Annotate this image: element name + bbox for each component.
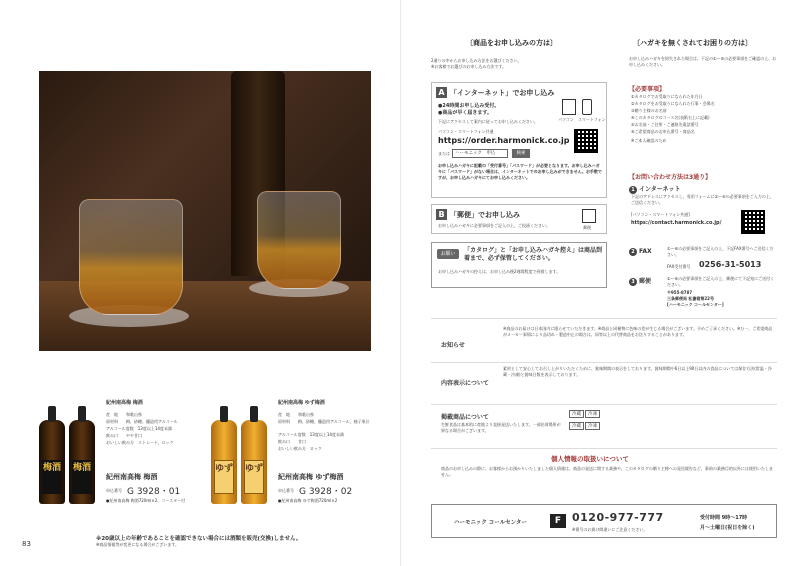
mailbox-icon: [582, 209, 596, 223]
no-card-intro: お申し込みハガキを紛失された場合は、下記の①～⑤の必要事項をご確認の上、お申し込みください。: [629, 56, 777, 67]
hours-sub: 月～土曜日(祝日を除く): [700, 525, 755, 531]
contact-url-link[interactable]: https://contact.harmonick.co.jp/: [631, 220, 722, 226]
refrigerated-tag: 冷蔵: [569, 410, 584, 418]
phone-note: ※番号のお掛け間違いにご注意ください。: [572, 527, 648, 532]
order-header: 〔商品をお申し込みの方は〕: [466, 39, 557, 47]
contact-desc: ①～⑥の必要事項をご記入の上、下記FAX番号へご送信ください。: [667, 246, 774, 257]
required-item: ①カタログでお受取りになられた年月日: [631, 94, 703, 99]
divider: [431, 362, 777, 363]
glass-image: [257, 191, 341, 289]
request-text: 「カタログ」と「お申し込みハガキ控え」は商品到着まで、必ず保管してください。: [464, 247, 603, 262]
listing-label: 掲載商品について: [441, 414, 489, 421]
product-name: 紀州南高梅 梅酒: [106, 473, 158, 481]
contact-number: 2: [629, 248, 637, 256]
internet-bullet: ●24時間お申し込み受付。: [438, 103, 500, 109]
postal-desc: お申し込みハガキに必要事項をご記入の上、ご投函ください。: [438, 223, 550, 228]
required-item: ④このカタログのコース名(表紙右上に記載): [631, 115, 710, 120]
qr-code-image: [741, 210, 765, 234]
code-label: 申込番号: [106, 488, 122, 493]
product-note: ●紀州南高梅 梅酒720ml×2、コースター付: [106, 498, 186, 503]
order-intro-sub: ※お客様でお選びのお申し込み方法です。: [431, 64, 507, 69]
required-item: ⑥ご希望商品のお申込番号・商品名: [631, 129, 695, 134]
internet-order-title: 「インターネット」でお申し込み: [450, 89, 555, 97]
listing-text: 生鮮食品は基本的に産地より直接発送いたします。一部出荷場所が異なる場合がございます。: [441, 422, 561, 433]
contact-method: インターネット: [639, 186, 681, 193]
spec-line: 飲み口 甘口: [278, 439, 306, 444]
divider: [431, 448, 777, 449]
code-label: 申込番号: [278, 488, 294, 493]
spec-line: アルコール度数 13度以上14度未満: [106, 426, 172, 431]
page-number: 83: [22, 540, 31, 548]
bottle-image: [211, 420, 237, 504]
required-item: ②カタログをお受取りになられた行事・会場名: [631, 101, 715, 106]
no-card-header: 〔ハガキを無くされてお困りの方は〕: [633, 39, 752, 47]
spec-line: 原材料 梅、砂糖、醸造用アルコール: [106, 419, 178, 424]
address-line: 〒955-8787: [667, 290, 693, 295]
required-title: 【必要事項】: [629, 86, 666, 93]
glass-image: [79, 199, 183, 315]
internet-order-box: [431, 82, 607, 198]
hero-photo: [39, 71, 371, 351]
request-box: [431, 242, 607, 288]
hours: 受付時間 9時～17時: [700, 515, 748, 521]
bottle-label: 梅酒: [72, 463, 91, 473]
spec-line: 飲み口 やや甘口: [106, 433, 142, 438]
bottle-image: [39, 420, 65, 504]
postal-order-box: [431, 204, 607, 234]
required-note: ※ご本人確認のため: [631, 138, 667, 143]
divider: [431, 318, 777, 319]
callcenter-label: ハーモニック コールセンター: [454, 520, 527, 526]
privacy-text: 商品のお申し込みの際に、お客様からお預かりいたしました個人情報は、商品の発送に関する業務や、このカタログの贈り主様への発送報告など、事前の業務目的以外には使用いたしません。: [441, 466, 773, 477]
product-title: 紀州南高梅 ゆず梅酒: [278, 400, 325, 406]
spec-line: おいしい飲み方 ロック: [278, 446, 322, 451]
refrigerated-tag: 冷蔵: [569, 422, 584, 430]
frozen-tag: 冷凍: [585, 422, 600, 430]
product-code: G 3928・02: [299, 487, 353, 497]
internet-bullet: ●商品が早く届きます。: [438, 110, 492, 116]
address-line: [ハーモニック コールセンター]: [667, 302, 724, 307]
spec-line: 産 地 和歌山県: [278, 412, 314, 417]
option-a-badge: A: [436, 87, 447, 98]
contact-method: FAX: [639, 248, 652, 255]
spec-line: おいしい飲み方 ストレート、ロック: [106, 440, 174, 445]
address-line: 三条郵便局 私書箱第22号: [667, 296, 714, 301]
notice-text: ※商品のお届けは日本国内に限らせていただきます。※商品と同梱物に色味の差が生じる場合がございます。予めご了承ください。※万一、ご希望商品がメーカー事情により品切れ・製造中止の場合は、同等以上の代替商品をお送りすることがあります。: [503, 326, 773, 337]
age-notice: ※20歳以上の年齢であることを確認できない場合には酒類を販売(交換)しません。: [96, 536, 302, 542]
content-text: 素材として安心してお召し上がりいただくために、賞味期間の表示をしております。賞味期間や6日以上90日以内の食品については保存方法(常温・冷蔵・冷凍)と賞味日数を表示しております。: [503, 366, 772, 377]
search-button[interactable]: 検索: [512, 149, 530, 158]
spec-line: 産 地 和歌山県: [106, 412, 142, 417]
smartphone-icon: [582, 99, 592, 115]
contact-pc-label: [パソコン・スマートフォン共通]: [631, 212, 690, 217]
bottle-label: 梅酒: [42, 463, 61, 473]
info-change-notice: ※商品情報等が変更になる場合がございます。: [96, 542, 180, 547]
fax-label: FAX受付番号: [667, 264, 691, 269]
bottle-label: ゆず: [245, 464, 264, 474]
product-name: 紀州南高梅 ゆず梅酒: [278, 473, 344, 481]
divider: [431, 404, 777, 405]
postal-order-title: 「郵便」でお申し込み: [450, 211, 520, 219]
request-badge: お願い: [437, 249, 459, 259]
option-b-badge: B: [436, 209, 447, 220]
phone-number[interactable]: 0120-977-777: [572, 511, 664, 524]
contact-number: 3: [629, 278, 637, 286]
required-item: ③贈り主様のお名前: [631, 108, 667, 113]
product-title: 紀州南高梅 梅酒: [106, 400, 143, 406]
product-note: ●紀州南高梅 ゆず梅酒720ml×2: [278, 498, 338, 503]
callcenter-box: [431, 504, 777, 538]
freedial-icon: F: [550, 514, 566, 528]
product-card: [39, 398, 204, 518]
spec-line: 原材料 梅、砂糖、醸造用アルコール、柚子果汁: [278, 419, 370, 424]
qr-code-image: [574, 129, 598, 153]
search-box[interactable]: ハーモニック 申込: [452, 149, 508, 158]
pc-icon: [562, 99, 576, 115]
frozen-tag: 冷凍: [585, 410, 600, 418]
mailbox-icon-label: 郵便: [583, 225, 591, 230]
order-url-link[interactable]: https://order.harmonick.co.jp: [438, 136, 570, 145]
pc-common-label: パソコン・スマートフォン共通: [438, 129, 494, 134]
device-icon-label: パソコン: [558, 117, 574, 122]
spec-line: アルコール度数 13度以上14度未満: [278, 432, 344, 437]
product-code: G 3928・01: [127, 487, 181, 497]
contact-title: 【お問い合わせ方法は3通り】: [629, 174, 712, 181]
contact-desc: 下記のアドレスにアクセスし、専用フォームに①～⑥の必要事項をご入力の上、ご送信ください。: [631, 194, 774, 205]
request-sub: お申し込みハガキの控えは、お申し込み後2週間程度で到着します。: [438, 269, 561, 274]
order-intro: 2通りの中からお申し込み方法をお選びください。: [431, 58, 522, 63]
search-prefix: または: [438, 151, 450, 156]
internet-notes: お申し込みハガキに記載の「受付番号」「パスワード」が必要となります。お申し込みハガキに「パスワード」がない場合は、インターネットでのお申し込みができません。お手数ですが、お申し込みハガキにてお申し込みください。: [438, 163, 602, 180]
device-icon-label: スマートフォン: [578, 117, 606, 122]
content-label: 内容表示について: [441, 380, 489, 387]
notice-label: お知らせ: [441, 342, 465, 349]
privacy-title: 個人情報の取扱いについて: [551, 455, 629, 463]
contact-method: 郵便: [639, 278, 652, 285]
bottle-label: ゆず: [215, 464, 234, 474]
required-item: ⑤お名前・ご住所・ご連絡先電話番号: [631, 122, 699, 127]
contact-number: 1: [629, 186, 637, 194]
bottle-image: [69, 420, 95, 504]
right-page: [400, 0, 800, 566]
fax-number: 0256-31-5013: [699, 260, 762, 269]
product-card: [211, 398, 376, 518]
bottle-image: [241, 420, 267, 504]
contact-desc: ①～⑥の必要事項をご記入の上、郵便にて下記宛にご送付ください。: [667, 276, 775, 287]
internet-desc: 下記にアクセスして案内に従ってお申し込みください。: [438, 119, 538, 124]
